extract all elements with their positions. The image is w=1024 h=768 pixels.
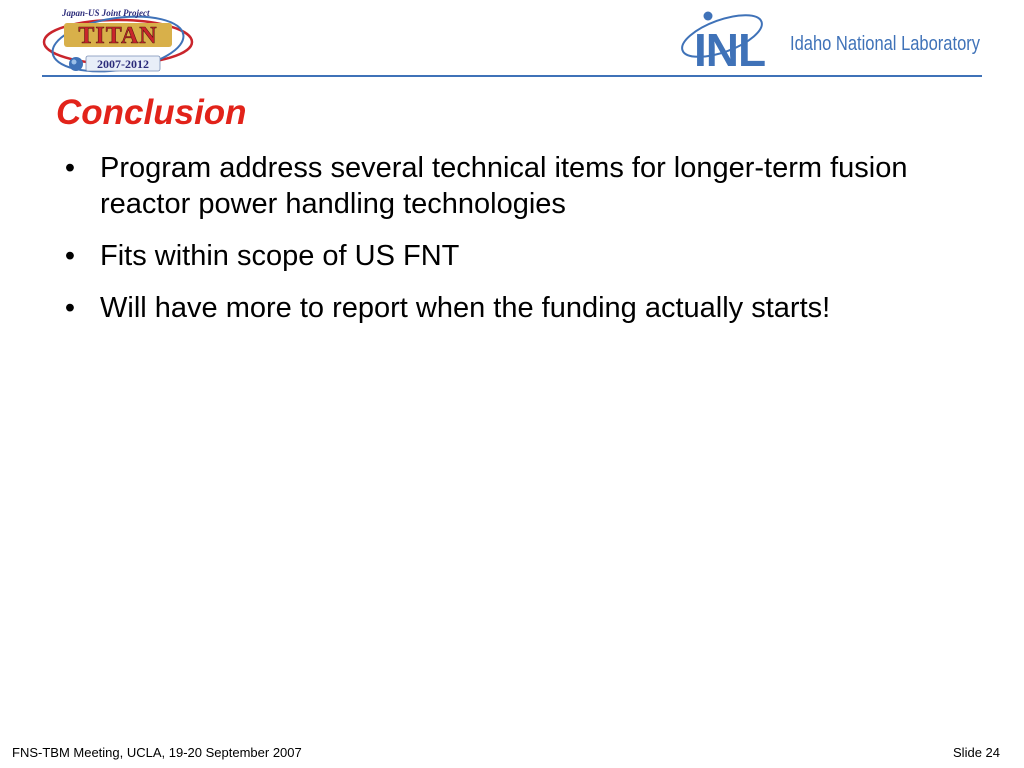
inl-logo-graphic [678,6,988,76]
bullet-marker: • [64,240,76,272]
bullet-marker: • [64,292,76,324]
bullet-text: Fits within scope of US FNT [100,240,460,272]
header-divider [42,75,982,77]
titan-logo-graphic [36,4,196,74]
footer-slide-number: Slide 24 [953,745,1000,760]
titan-logo-word: TITAN [78,23,158,49]
bullet-item [60,150,980,222]
inl-logo [678,6,988,76]
slide-title: Conclusion [56,93,247,132]
inl-logo-letters: INL [694,24,766,76]
titan-logo-globe-highlight [72,60,77,65]
footer-meeting: FNS-TBM Meeting, UCLA, 19-20 September 2007 [12,745,302,760]
inl-logo-name: Idaho National Laboratory [790,33,980,55]
bullet-list [60,150,980,342]
bullet-text: Will have more to report when the funding actually starts! [100,292,831,324]
bullet-item [60,238,980,274]
titan-logo-globe [69,57,83,71]
titan-logo-top-text: Japan-US Joint Project [62,8,150,18]
titan-logo-years: 2007-2012 [97,57,149,71]
bullet-item [60,290,980,326]
bullet-marker: • [64,152,76,184]
titan-logo [36,4,196,74]
bullet-text: Program address several technical items for longer-term fusion reactor power handling technologies [100,152,908,220]
inl-logo-dot [704,12,713,21]
